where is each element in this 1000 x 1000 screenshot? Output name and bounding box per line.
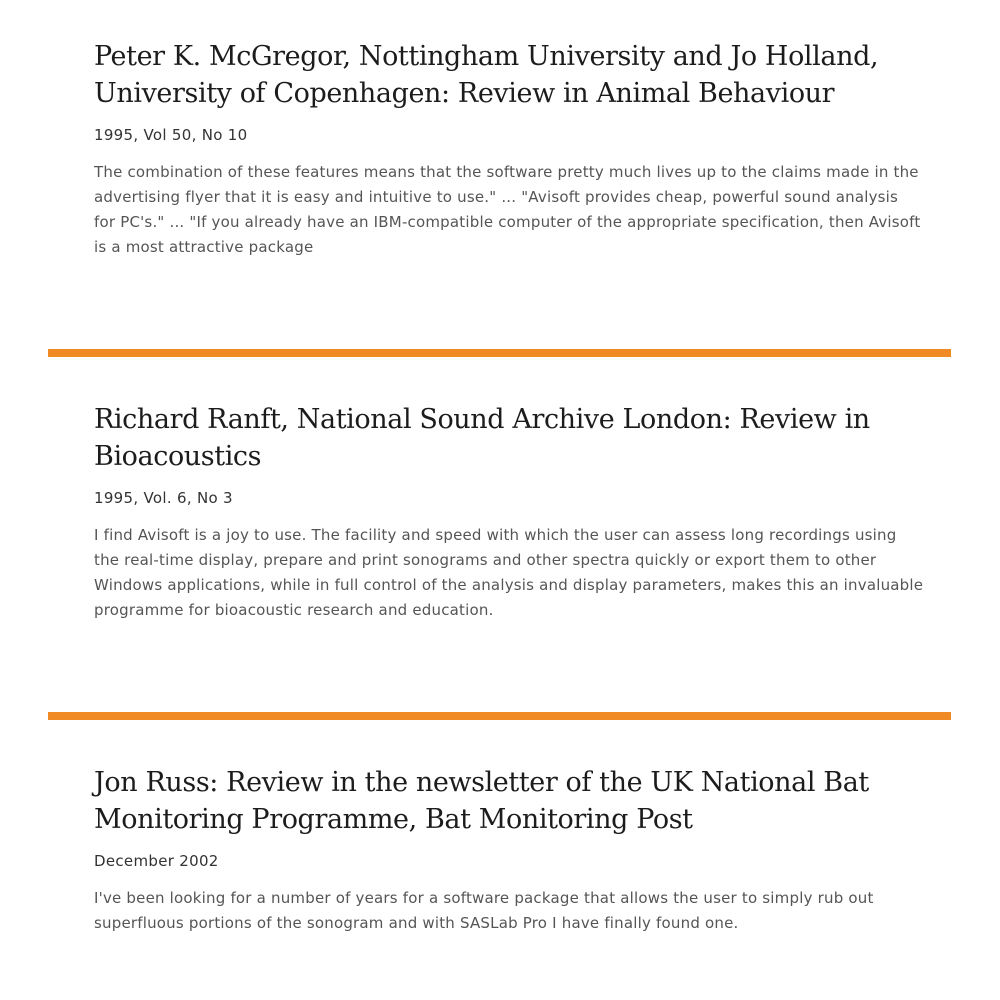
review-date: December 2002: [94, 852, 219, 870]
review-title: Jon Russ: Review in the newsletter of the UK National Bat Monitoring Programme, Bat Monitoring Post: [94, 767, 869, 835]
review-title: Richard Ranft, National Sound Archive London: Review in Bioacoustics: [94, 404, 870, 472]
review-date: 1995, Vol 50, No 10: [94, 126, 248, 144]
review-item: [94, 38, 924, 260]
section-divider: [48, 712, 951, 720]
section-divider: [48, 349, 951, 357]
review-title: Peter K. McGregor, Nottingham University and Jo Holland, University of Copenhagen: Review in Animal Behaviour: [94, 41, 879, 109]
review-quote: I find Avisoft is a joy to use. The facility and speed with which the user can assess long recordings using the real-time display, prepare and print sonograms and other spectra quickly or export them to other Windows applications, while in full control of the analysis and display parameters, makes this an invaluable programme for bioacoustic research and education.: [94, 526, 924, 619]
review-date: 1995, Vol. 6, No 3: [94, 489, 233, 507]
review-item: [94, 764, 924, 936]
review-quote: I've been looking for a number of years for a software package that allows the user to simply rub out superfluous portions of the sonogram and with SASLab Pro I have finally found one.: [94, 889, 874, 932]
review-quote: The combination of these features means that the software pretty much lives up to the claims made in the advertising flyer that it is easy and intuitive to use." ... "Avisoft provides cheap, powerful sound analysis for PC's." ... "If you already have an IBM-compatible computer of the appropriate specification, then Avisoft is a most attractive package: [94, 163, 921, 256]
review-item: [94, 401, 924, 623]
